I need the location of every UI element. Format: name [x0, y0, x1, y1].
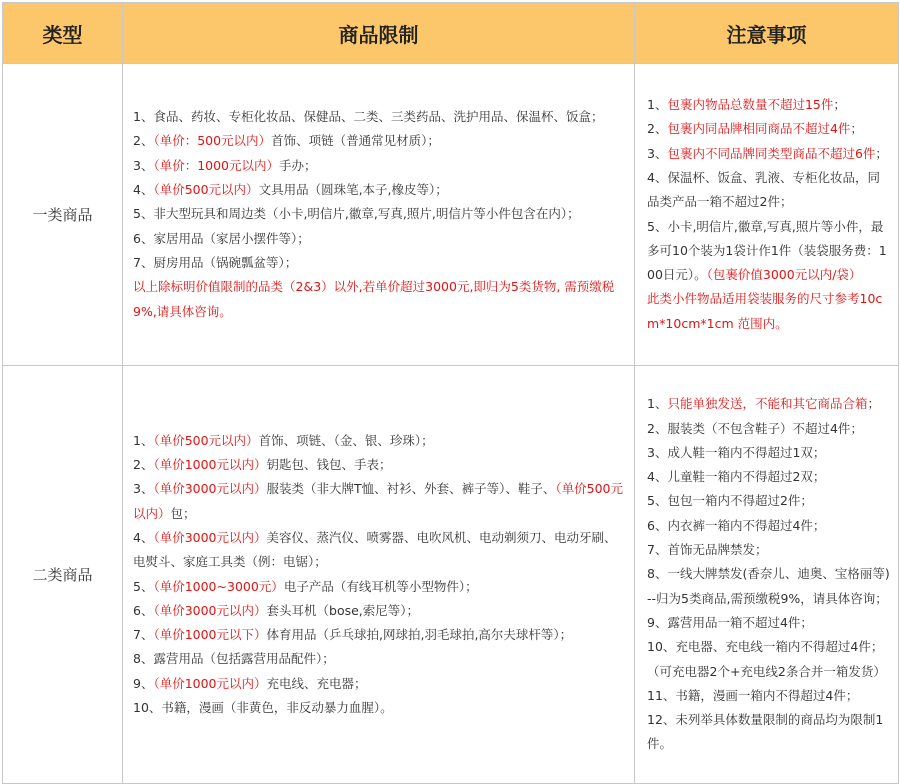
item-text: 5、包包一箱内不得超过2件；	[647, 493, 813, 509]
header-limit: 商品限制	[123, 3, 635, 64]
highlight-text: 只能单独发送，不能和其它商品合箱	[667, 396, 868, 412]
list-item	[647, 142, 890, 166]
list-item	[133, 696, 628, 720]
list-item	[647, 465, 890, 489]
list-item	[647, 489, 890, 513]
item-text: 包；	[170, 505, 196, 521]
list-item	[647, 635, 890, 684]
highlight-text: （单价3000元以内）	[153, 481, 267, 497]
item-text: 电子产品（有线耳机等小型物件）；	[283, 578, 478, 594]
highlight-text: （单价500元以内）	[153, 432, 259, 448]
item-text: 1、	[647, 396, 668, 412]
category-cell: 二类商品	[3, 366, 123, 784]
list-item	[647, 611, 890, 635]
item-text: 1、	[647, 97, 668, 113]
item-text: 2、	[133, 133, 154, 149]
highlight-text: （单价1000元以内）	[153, 457, 267, 473]
list-item	[133, 429, 628, 453]
header-row	[3, 3, 899, 64]
list-item	[133, 526, 628, 575]
item-text: 钥匙包、钱包、手表；	[266, 457, 392, 473]
item-text: 6、	[133, 602, 154, 618]
item-text: 7、首饰无品牌禁发；	[647, 542, 768, 558]
item-text: ；	[850, 121, 863, 137]
item-text: 7、厨房用品（锅碗瓢盆等）；	[133, 254, 298, 270]
item-text: 5、非大型玩具和周边类（小卡,明信片,徽章,写真,照片,明信片等小件包含在内）；	[133, 206, 580, 222]
highlight-text: （单价3000元以内）	[153, 529, 267, 545]
list-item	[133, 477, 628, 526]
list-item	[133, 202, 628, 226]
item-text: 2、服装类（不包含鞋子）不超过4件；	[647, 420, 863, 436]
list-item	[133, 599, 628, 623]
item-text: 10、书籍，漫画（非黄色，非反动暴力血腥）。	[133, 699, 393, 715]
item-text: 4、	[133, 529, 154, 545]
highlight-text: （单价1000元以下）	[153, 627, 267, 643]
item-text: 9、	[133, 675, 154, 691]
item-text: 6、内衣裤一箱内不得超过4件；	[647, 517, 826, 533]
item-text: 9、露营用品一箱不超过4件；	[647, 614, 813, 630]
limits-list	[133, 429, 628, 721]
highlight-text: 此类小件物品适用袋装服务的尺寸参考10cm*10cm*1cm 范围内。	[647, 291, 883, 331]
highlight-text: 包裹内物品总数量不超过15件	[667, 97, 834, 113]
item-text: 3、成人鞋一箱内不得超过1双；	[647, 444, 826, 460]
item-text: 3、	[133, 157, 154, 173]
item-text: 12、未列举具体数量限制的商品均为限制1件。	[647, 712, 884, 752]
item-text: 首饰、项链（普通常见材质）；	[271, 133, 440, 149]
notes-list	[647, 392, 890, 756]
list-item	[647, 562, 890, 611]
item-text: 1、	[133, 432, 154, 448]
list-item	[647, 684, 890, 708]
limits-list	[133, 105, 628, 324]
item-text: 11、书籍，漫画一箱内不得超过4件；	[647, 687, 859, 703]
header-notice: 注意事项	[635, 3, 899, 64]
list-item	[647, 708, 890, 757]
header-type: 类型	[3, 3, 123, 64]
list-item	[647, 538, 890, 562]
list-item	[647, 117, 890, 141]
list-item	[647, 392, 890, 416]
list-item	[133, 672, 628, 696]
item-text: 4、	[133, 182, 154, 198]
limits-cell	[123, 366, 635, 784]
item-text: ；	[833, 97, 846, 113]
item-text: 3、	[133, 481, 154, 497]
item-text: 10、充电器、充电线一箱内不得超过4件；（可充电器2个+充电线2条合并一箱发货）	[647, 639, 886, 679]
highlight-text: 包裹内同品牌相同商品不超过4件	[667, 121, 851, 137]
list-item	[133, 623, 628, 647]
highlight-text: （包裹价值3000元以内/袋）	[706, 267, 862, 283]
highlight-text: （单价1000~3000元）	[153, 578, 284, 594]
highlight-text: （单价：500元以内）	[153, 133, 272, 149]
list-item	[133, 227, 628, 251]
list-item	[133, 251, 628, 275]
list-item	[647, 166, 890, 215]
highlight-text: （单价：1000元以内）	[153, 157, 280, 173]
item-text: ；	[875, 145, 888, 161]
item-text: 4、保温杯、饭盒、乳液、专柜化妆品，同品类产品一箱不超过2件；	[647, 169, 880, 210]
notes-cell	[635, 64, 899, 366]
item-text: 8、露营用品（包括露营用品配件）；	[133, 651, 335, 667]
list-item	[133, 105, 628, 129]
highlight-text: 包裹内不同品牌同类型商品不超过6件	[667, 145, 876, 161]
list-item	[647, 441, 890, 465]
highlight-text: （单价3000元以内）	[153, 602, 267, 618]
list-item	[647, 514, 890, 538]
list-item	[647, 93, 890, 117]
item-text: 5、小卡,明信片,徽章,写真,照片等小件，最多可10个装为1袋计作1件（装袋服务费：100日元）。	[647, 218, 887, 283]
list-item	[133, 129, 628, 153]
list-item	[647, 287, 890, 336]
item-text: 2、	[647, 121, 668, 137]
category-cell: 一类商品	[3, 64, 123, 366]
item-text: 2、	[133, 457, 154, 473]
list-item	[133, 575, 628, 599]
list-item	[133, 154, 628, 178]
item-text: 套头耳机（bose,索尼等）；	[266, 602, 420, 618]
item-text: 8、一线大牌禁发(香奈儿、迪奥、宝格丽等)--归为5类商品,需预缴税9%，请具体咨询；	[647, 566, 890, 606]
item-text: 美容仪、蒸汽仪、喷雾器、电吹风机、电动剃须刀、电动牙刷、电熨斗、家庭工具类（例：电锯）；	[133, 529, 617, 570]
rules-table	[2, 2, 899, 784]
row-category-1	[3, 64, 899, 366]
list-item	[133, 178, 628, 202]
item-text: 手办；	[279, 157, 317, 173]
item-text: 充电线、充电器；	[266, 675, 367, 691]
list-item	[133, 453, 628, 477]
highlight-text: 以上除标明价值限制的品类（2&3）以外,若单价超过3000元,即归为5类货物, 需预缴税9%,请具体咨询。	[133, 279, 615, 319]
item-text: 3、	[647, 145, 668, 161]
highlight-text: （单价500元以内）	[153, 182, 259, 198]
item-text: 服装类（非大牌T恤、衬衫、外套、裤子等）、鞋子、	[266, 481, 556, 497]
item-text: 首饰、项链、（金、银、珍珠）；	[258, 432, 434, 448]
item-text: 体育用品（乒乓球拍,网球拍,羽毛球拍,高尔夫球杆等）；	[266, 627, 573, 643]
list-item	[133, 275, 628, 324]
list-item	[647, 215, 890, 288]
highlight-text: （单价1000元以内）	[153, 675, 267, 691]
row-category-2	[3, 366, 899, 784]
highlight-text: （单价500元以内）	[133, 481, 624, 521]
limits-cell	[123, 64, 635, 366]
item-text: 5、	[133, 578, 154, 594]
item-text: 6、家居用品（家居小摆件等）；	[133, 230, 310, 246]
notes-list	[647, 93, 890, 336]
item-text: 4、儿童鞋一箱内不得超过2双；	[647, 469, 826, 485]
list-item	[133, 647, 628, 671]
notes-cell	[635, 366, 899, 784]
item-text: 文具用品（圆珠笔,本子,橡皮等）；	[258, 182, 448, 198]
list-item	[647, 417, 890, 441]
item-text: 7、	[133, 627, 154, 643]
item-text: 1、食品、药妆、专柜化妆品、保健品、二类、三类药品、洗护用品、保温杯、饭盒；	[133, 109, 604, 125]
item-text: ；	[867, 396, 880, 412]
